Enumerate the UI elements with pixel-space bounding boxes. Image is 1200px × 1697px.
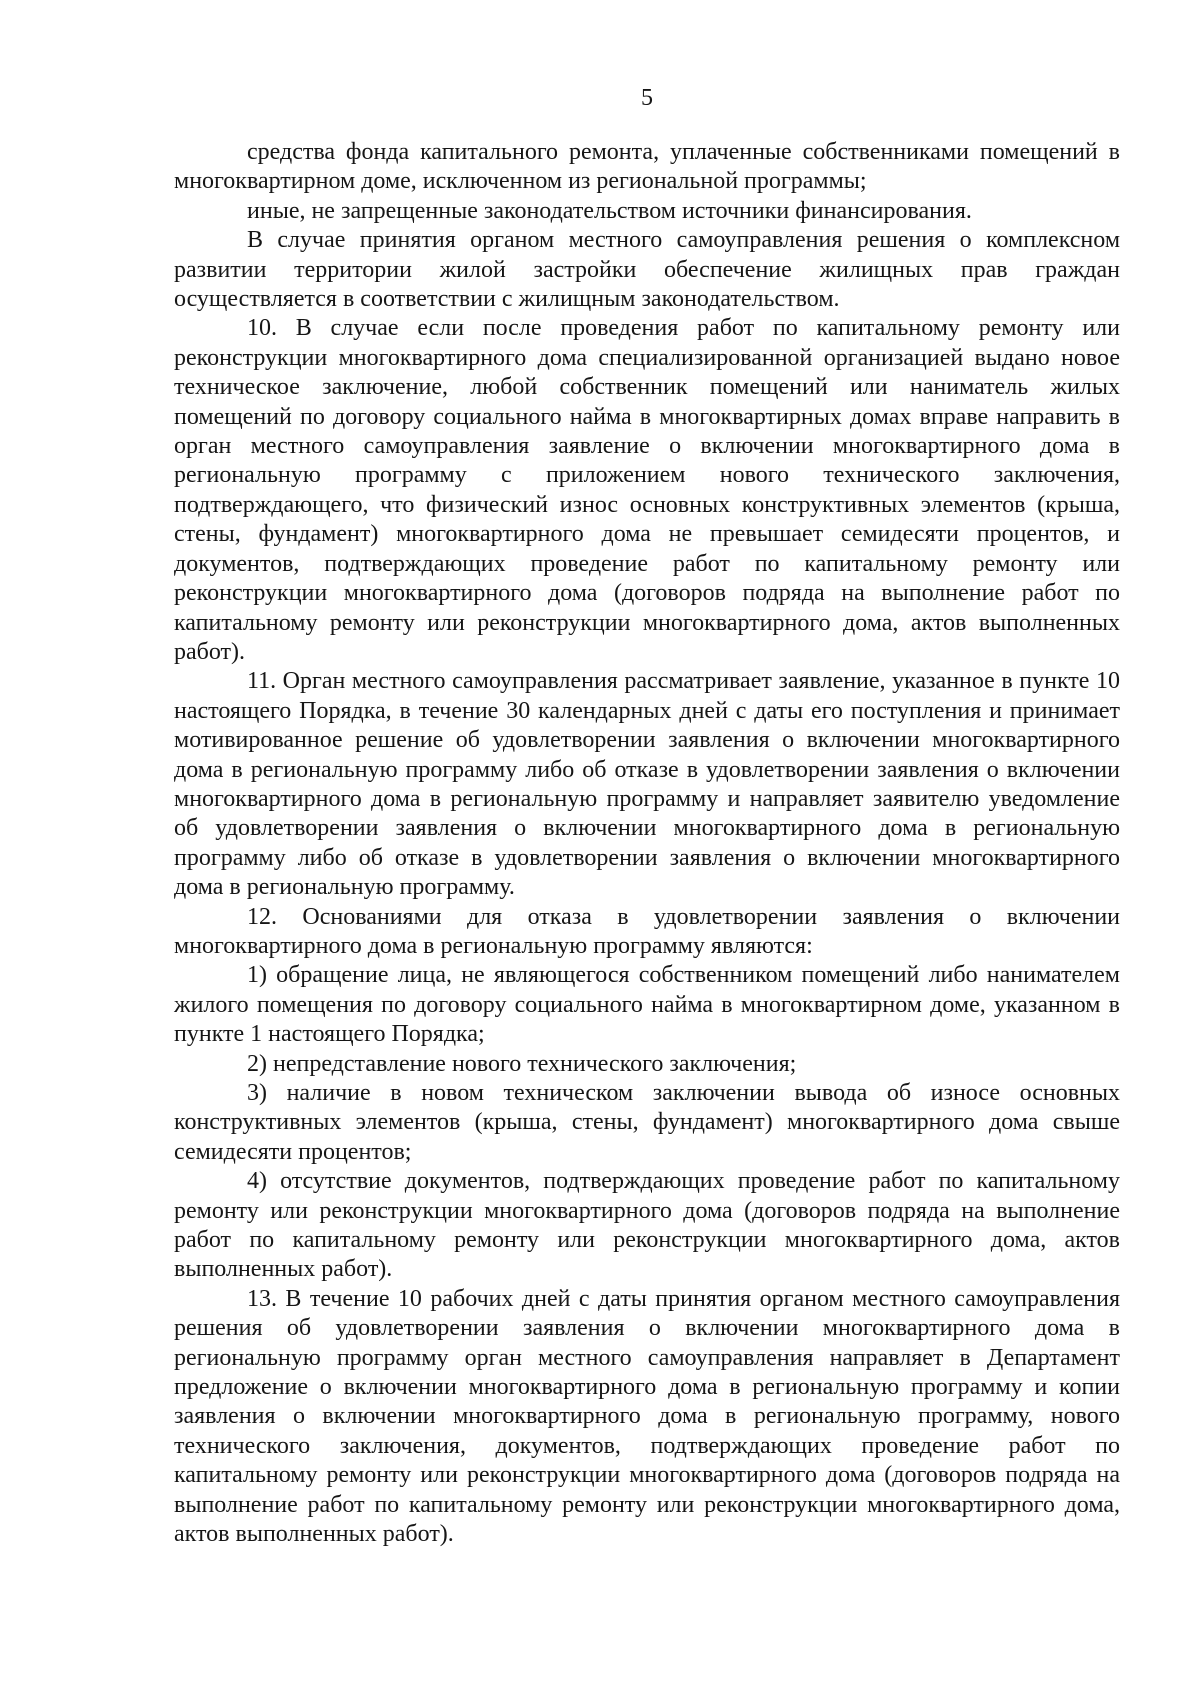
paragraph-complex-development: В случае принятия органом местного самоуправления решения о комплексном развитии территории жилой застройки обеспечение жилищных прав граждан осуществляется в соответствии с жилищным законодательством. — [174, 227, 1120, 313]
page-number: 5 — [641, 85, 653, 111]
paragraph-item-12-4: 4) отсутствие документов, подтверждающих проведение работ по капитальному ремонту или реконструкции многоквартирного дома (договоров подряда на выполнение работ по капитальному ремонту или реконструкции многоквартирного дома, актов выполненных работ). — [174, 1168, 1120, 1283]
paragraph-item-11: 11. Орган местного самоуправления рассматривает заявление, указанное в пункте 10 настоящего Порядка, в течение 30 календарных дней с даты его поступления и принимает мотивированное решение об удовлетворении заявления о включении многоквартирного дома в региональную программу либо об отказе в удовлетворении заявления о включении многоквартирного дома в региональную программу и направляет заявителю уведомление об удовлетворении заявления о включении многоквартирного дома в региональную программу либо об отказе в удовлетворении заявления о включении многоквартирного дома в региональную программу. — [174, 668, 1120, 901]
paragraph-item-13: 13. В течение 10 рабочих дней с даты принятия органом местного самоуправления решения об удовлетворении заявления о включении многоквартирного дома в региональную программу орган местного самоуправления направляет в Департамент предложение о включении многоквартирного дома в региональную программу и копии заявления о включении многоквартирного дома в региональную программу, нового технического заключения, документов, подтверждающих проведение работ по капитальному ремонту или реконструкции многоквартирного дома (договоров подряда на выполнение работ по капитальному ремонту или реконструкции многоквартирного дома, актов выполненных работ). — [174, 1285, 1120, 1548]
paragraph-funds-capital-repair: средства фонда капитального ремонта, уплаченные собственниками помещений в многоквартирном доме, исключенном из региональной программы; — [174, 139, 1120, 195]
paragraph-item-12-1: 1) обращение лица, не являющегося собственником помещений либо нанимателем жилого помещения по договору социального найма в многоквартирном доме, указанном в пункте 1 настоящего Порядка; — [174, 962, 1120, 1048]
paragraph-other-sources: иные, не запрещенные законодательством источники финансирования. — [247, 197, 972, 224]
paragraph-item-10: 10. В случае если после проведения работ по капитальному ремонту или реконструкции многоквартирного дома специализированной организацией выдано новое техническое заключение, любой собственник помещений или наниматель жилых помещений по договору социального найма в многоквартирных домах вправе направить в орган местного самоуправления заявление о включении многоквартирного дома в региональную программу с приложением нового технического заключения, подтверждающего, что физический износ основных конструктивных элементов (крыша, стены, фундамент) многоквартирного дома не превышает семидесяти процентов, и документов, подтверждающих проведение работ по капитальному ремонту или реконструкции многоквартирного дома (договоров подряда на выполнение работ по капитальному ремонту или реконструкции многоквартирного дома, актов выполненных работ). — [174, 315, 1120, 665]
paragraph-item-12: 12. Основаниями для отказа в удовлетворении заявления о включении многоквартирного дома в региональную программу являются: — [174, 903, 1120, 959]
paragraph-item-12-3: 3) наличие в новом техническом заключении вывода об износе основных конструктивных элементов (крыша, стены, фундамент) многоквартирного дома свыше семидесяти процентов; — [174, 1080, 1120, 1165]
paragraph-item-12-2: 2) непредставление нового технического заключения; — [247, 1050, 797, 1077]
document-body — [174, 138, 1120, 1550]
